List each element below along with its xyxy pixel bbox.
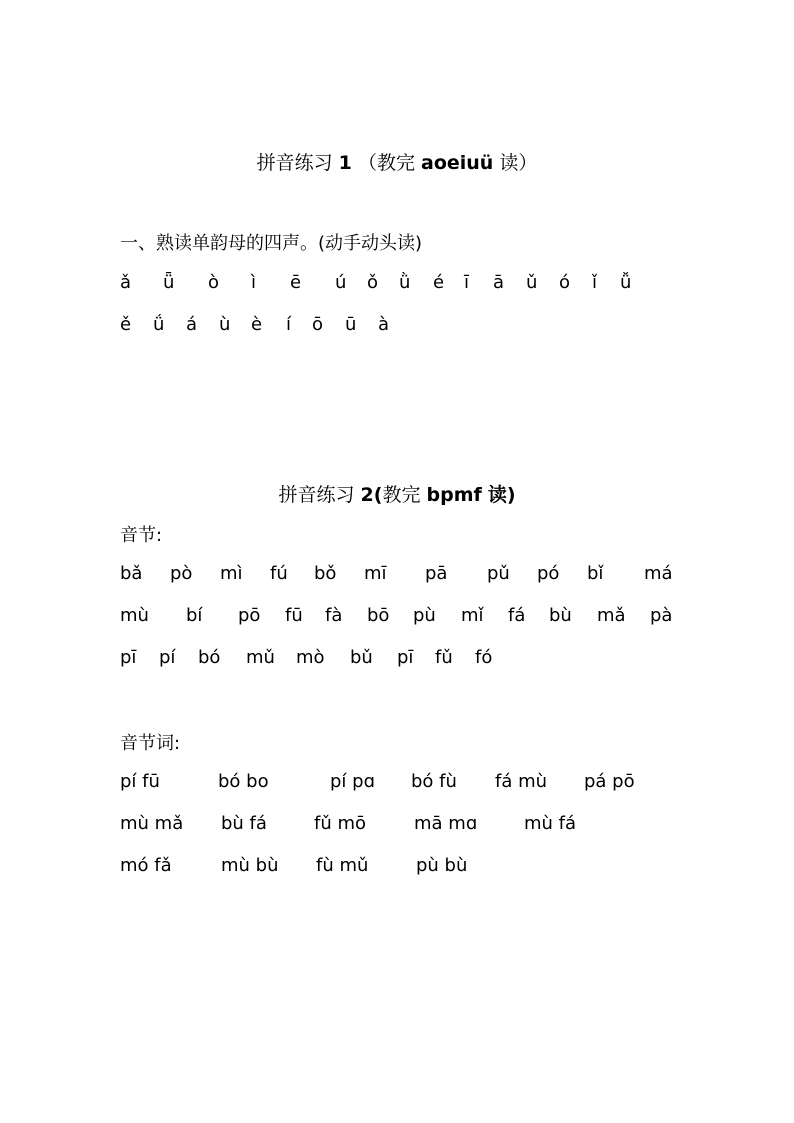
word-item: mù fá: [524, 813, 577, 834]
syllable-item: pó: [537, 563, 560, 584]
syllable-item: mǔ: [246, 647, 275, 668]
lesson1-title-cn-c: 读）: [499, 152, 538, 174]
vowel-item: á: [186, 314, 198, 335]
syllable-item: pī: [120, 647, 137, 668]
word-item: pá pō: [584, 771, 635, 792]
syllable-item: fó: [475, 647, 493, 668]
vowel-item: ǜ: [399, 272, 411, 293]
vowel-item: ò: [208, 272, 220, 293]
syllables-row2: [0, 604, 794, 634]
vowel-item: ě: [120, 314, 132, 335]
syllables-label: 音节:: [120, 525, 163, 546]
syllable-item: bǐ: [587, 563, 604, 584]
word-item: fù mǔ: [316, 855, 369, 876]
syllable-item: fú: [270, 563, 288, 584]
vowel-item: ì: [251, 272, 257, 293]
word-item: mù mǎ: [120, 813, 184, 834]
syllable-item: bó: [198, 647, 221, 668]
lesson1-title-num: 1: [338, 152, 352, 174]
word-item: pù bù: [416, 855, 468, 876]
lesson2-title-letters: bpmf: [426, 484, 482, 506]
word-item: pí fū: [120, 771, 160, 792]
syllable-item: mò: [296, 647, 325, 668]
syllable-item: pǔ: [487, 563, 510, 584]
syllables-row3: [0, 646, 794, 676]
syllables-row1: [0, 562, 794, 592]
syllable-item: bù: [549, 605, 572, 626]
lesson1-title-cn-b: （教完: [357, 152, 415, 174]
syllable-item: bǎ: [120, 563, 143, 584]
syllable-item: pī: [397, 647, 414, 668]
vowel-item: ǚ: [620, 272, 632, 293]
vowel-item: ù: [219, 314, 231, 335]
syllable-item: fà: [325, 605, 343, 626]
lesson1-title-cn-a: 拼音练习: [256, 152, 333, 174]
vowel-item: ē: [290, 272, 302, 293]
vowel-item: ǎ: [120, 272, 132, 293]
word-item: bó bo: [218, 771, 269, 792]
lesson1-row1: [0, 271, 794, 301]
vowel-item: ū: [345, 314, 357, 335]
vowel-item: ō: [312, 314, 324, 335]
syllable-item: pà: [650, 605, 673, 626]
word-item: mā mɑ: [414, 813, 478, 834]
vowel-item: ǒ: [367, 272, 379, 293]
syllable-item: mǐ: [461, 605, 484, 626]
syllable-item: mī: [364, 563, 387, 584]
lesson2-title: [0, 480, 794, 507]
words-row3: [0, 854, 794, 884]
lesson1-heading: 一、熟读单韵母的四声。(动手动头读): [120, 233, 423, 254]
syllable-item: mǎ: [597, 605, 626, 626]
vowel-item: ǔ: [526, 272, 538, 293]
syllable-item: pā: [425, 563, 448, 584]
lesson1-title: [0, 148, 794, 175]
vowel-item: ǐ: [592, 272, 598, 293]
syllable-item: pò: [170, 563, 193, 584]
syllable-item: má: [644, 563, 673, 584]
word-item: fá mù: [495, 771, 548, 792]
vowel-item: à: [378, 314, 390, 335]
lesson2-title-cn-c: 读): [487, 484, 516, 506]
words-label: 音节词:: [120, 733, 181, 754]
lesson2-title-num: 2(: [360, 484, 383, 506]
lesson2-title-cn-a: 拼音练习: [278, 484, 355, 506]
vowel-item: ā: [493, 272, 505, 293]
word-item: bó fù: [411, 771, 457, 792]
word-item: fǔ mō: [314, 813, 367, 834]
syllable-item: bǒ: [314, 563, 337, 584]
syllable-item: pù: [413, 605, 436, 626]
vowel-item: í: [286, 314, 292, 335]
lesson2-title-cn-b: 教完: [382, 484, 421, 506]
vowel-item: ī: [464, 272, 470, 293]
syllable-item: bí: [186, 605, 203, 626]
syllable-item: fǔ: [435, 647, 453, 668]
syllable-item: pí: [159, 647, 176, 668]
word-item: mù bù: [221, 855, 279, 876]
vowel-item: ǘ: [153, 314, 165, 335]
lesson1-row2: [0, 313, 794, 343]
lesson1-title-letters: aoeiuü: [421, 152, 494, 174]
syllable-item: fá: [508, 605, 526, 626]
words-row2: [0, 812, 794, 842]
word-item: mó fǎ: [120, 855, 172, 876]
syllable-item: fū: [285, 605, 303, 626]
vowel-item: é: [433, 272, 445, 293]
words-row1: [0, 770, 794, 800]
syllable-item: mì: [220, 563, 243, 584]
vowel-item: è: [251, 314, 263, 335]
vowel-item: ǖ: [163, 272, 175, 293]
word-item: pí pɑ: [330, 771, 375, 792]
word-item: bù fá: [221, 813, 267, 834]
syllable-item: bǔ: [350, 647, 373, 668]
vowel-item: ú: [335, 272, 347, 293]
syllable-item: bō: [367, 605, 390, 626]
syllable-item: pō: [238, 605, 261, 626]
vowel-item: ó: [559, 272, 571, 293]
syllable-item: mù: [120, 605, 149, 626]
